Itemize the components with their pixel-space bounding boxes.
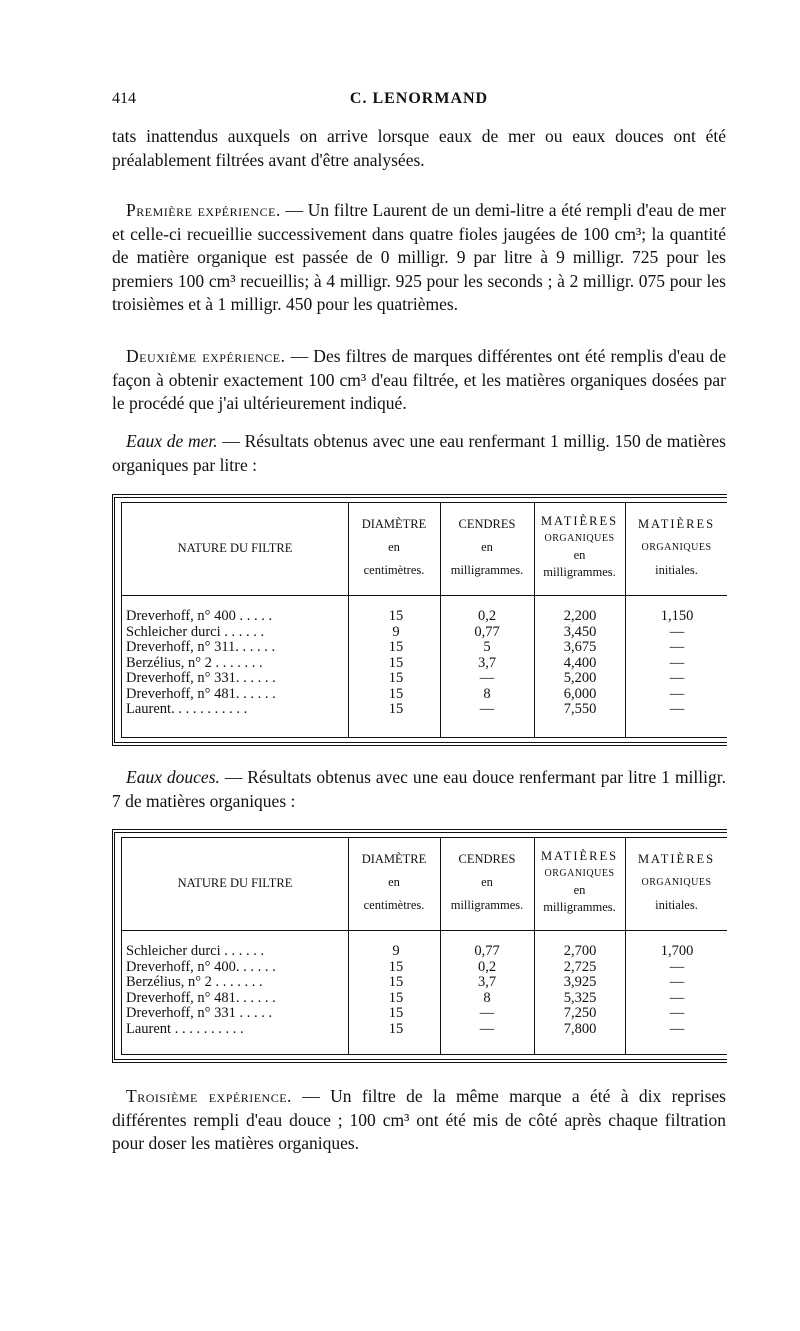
table-row	[122, 625, 728, 641]
cell-diametre: 15	[388, 958, 404, 975]
cell-diametre: 15	[388, 1005, 404, 1021]
cell-matieres: 7,550	[563, 701, 597, 717]
cell-cendres: 0,77	[474, 623, 500, 640]
experience-3-paragraph	[112, 1085, 726, 1156]
table-row	[122, 960, 728, 976]
cell-matieres-initiales: —	[669, 639, 685, 655]
cell-diametre: 15	[388, 974, 404, 990]
cell-matieres-initiales: —	[669, 958, 685, 975]
intro-paragraph: tats inattendus auxquels on arrive lorsque eaux de mer ou eaux douces ont été préalablement filtrées avant d'être analysées.	[112, 126, 726, 170]
cell-nature: Laurent. . . . . . . . . . .	[126, 702, 248, 717]
eaux-de-mer-label: Eaux de mer.	[126, 431, 218, 451]
header-matieres-en: en	[573, 548, 586, 562]
header-cendres-title: CENDRES	[458, 517, 516, 531]
header-cendres-en: en	[481, 540, 493, 554]
cell-matieres-initiales: —	[669, 654, 685, 671]
cell-cendres: —	[479, 701, 495, 717]
cell-matieres: 7,800	[563, 1020, 597, 1037]
page-number: 414	[112, 90, 136, 107]
header-cendres-unit: milligrammes.	[450, 898, 524, 912]
cell-nature: Dreverhoff, n° 311. . . . . .	[126, 640, 276, 655]
cell-cendres: 3,7	[477, 974, 497, 990]
cell-cendres: 5	[483, 639, 491, 655]
header-matieres-unit: milligrammes.	[543, 565, 616, 579]
cell-matieres-initiales: —	[669, 623, 685, 640]
eaux-de-mer-paragraph	[112, 430, 726, 477]
cell-nature: Schleicher durci . . . . . .	[126, 624, 265, 640]
header-matieres-initiales	[625, 848, 728, 917]
header-matieres-org: ORGANIQUES	[544, 533, 615, 544]
header-diametre-unit: centimètres.	[363, 898, 425, 912]
table-row	[122, 656, 728, 672]
cell-nature: Laurent . . . . . . . . . .	[126, 1021, 244, 1037]
header-diametre-en: en	[388, 540, 400, 554]
cell-matieres: 3,675	[563, 639, 597, 655]
table-row	[122, 702, 728, 718]
running-title: C. LENORMAND	[349, 90, 489, 107]
cell-matieres: 5,325	[563, 989, 597, 1006]
cell-cendres: 0,77	[474, 943, 500, 959]
header-matieres2-title: MATIÈRES	[637, 517, 716, 531]
table-row	[122, 991, 728, 1007]
header-cendres-title: CENDRES	[458, 852, 516, 866]
header-matieres-unit: milligrammes.	[543, 900, 616, 914]
cell-diametre: 9	[392, 943, 400, 959]
eaux-douces-paragraph	[112, 766, 726, 813]
cell-matieres: 6,000	[563, 685, 597, 702]
cell-matieres-initiales: —	[669, 701, 685, 717]
cell-matieres: 2,725	[563, 958, 597, 975]
experience-1-paragraph	[112, 199, 726, 317]
table-row	[122, 1022, 728, 1038]
table-row	[122, 687, 728, 703]
cell-matieres: 2,200	[563, 608, 597, 624]
header-matieres2-unit: initiales.	[655, 563, 698, 577]
experience-1-text: — Un filtre Laurent de un demi-litre a été rempli d'eau de mer et celle-ci recueillie successivement dans quatre fioles jaugées de 100 cm³; la quantité de matière organique est passée de 0 milligr. 9 par litre à 9 milligr. 725 pour les premiers 100 cm³ recueillis; à 4 milligr. 925 pour les seconds ; à 2 milligr. 075 pour les troisièmes et à 1 milligr. 450 pour les quatrièmes.	[112, 200, 726, 314]
cell-diametre: 15	[388, 1020, 404, 1037]
header-cendres	[440, 848, 534, 917]
cell-cendres: —	[479, 670, 495, 686]
header-nature: NATURE DU FILTRE	[177, 541, 293, 555]
cell-cendres: 8	[483, 685, 491, 702]
header-matieres-title: MATIÈRES	[540, 514, 619, 528]
table-eaux-douces	[112, 829, 727, 1063]
cell-matieres-initiales: 1,700	[660, 943, 694, 959]
eaux-douces-label: Eaux douces.	[126, 767, 220, 787]
cell-cendres: —	[479, 1020, 495, 1037]
cell-diametre: 15	[388, 685, 404, 702]
experience-2-paragraph	[112, 345, 726, 416]
table-row	[122, 975, 728, 991]
header-diametre-title: DIAMÈTRE	[361, 852, 427, 866]
cell-diametre: 15	[388, 989, 404, 1006]
header-diametre	[348, 848, 440, 917]
page-header	[112, 90, 726, 114]
cell-cendres: 8	[483, 989, 491, 1006]
cell-matieres-initiales: —	[669, 989, 685, 1006]
cell-matieres-initiales: —	[669, 670, 685, 686]
cell-cendres: 0,2	[477, 608, 497, 624]
cell-diametre: 15	[388, 701, 404, 717]
cell-matieres-initiales: —	[669, 1020, 685, 1037]
cell-matieres: 7,250	[563, 1005, 597, 1021]
header-matieres-title: MATIÈRES	[540, 849, 619, 863]
header-nature: NATURE DU FILTRE	[177, 876, 293, 890]
cell-diametre: 15	[388, 639, 404, 655]
header-matieres2-org: ORGANIQUES	[641, 542, 712, 553]
cell-nature: Berzélius, n° 2 . . . . . . .	[126, 975, 263, 990]
cell-matieres: 3,925	[563, 974, 597, 990]
cell-nature: Dreverhoff, n° 331 . . . . .	[126, 1006, 273, 1021]
cell-matieres-initiales: —	[669, 974, 685, 990]
experience-2-label: Deuxième expérience.	[126, 346, 286, 366]
cell-cendres: —	[479, 1005, 495, 1021]
table-row	[122, 1006, 728, 1022]
header-matieres2-title: MATIÈRES	[637, 852, 716, 866]
experience-1-label: Première expérience.	[126, 200, 281, 220]
cell-matieres: 4,400	[563, 654, 597, 671]
eaux-de-mer-text: — Résultats obtenus avec une eau renfermant 1 millig. 150 de matières organiques par litre :	[112, 431, 726, 475]
cell-matieres-initiales: —	[669, 1005, 685, 1021]
header-diametre-unit: centimètres.	[363, 563, 425, 577]
cell-diametre: 15	[388, 654, 404, 671]
header-matieres-org: ORGANIQUES	[544, 868, 615, 879]
table-row	[122, 671, 728, 687]
cell-matieres: 3,450	[563, 623, 597, 640]
cell-cendres: 0,2	[477, 958, 497, 975]
cell-matieres-initiales: 1,150	[660, 608, 694, 624]
table-row	[122, 609, 728, 625]
cell-nature: Dreverhoff, n° 400. . . . . .	[126, 959, 276, 975]
cell-diametre: 9	[392, 623, 400, 640]
header-matieres	[534, 513, 625, 581]
experience-3-text: — Un filtre de la même marque a été à dix reprises différentes rempli d'eau douce ; 100 cm³ ont été mis de côté après chaque filtration pour doser les matières organiques.	[112, 1086, 726, 1153]
cell-nature: Dreverhoff, n° 400 . . . . .	[126, 609, 273, 624]
eaux-douces-text: — Résultats obtenus avec une eau douce renfermant par litre 1 milligr. 7 de matières organiques :	[112, 767, 726, 811]
cell-nature: Dreverhoff, n° 331. . . . . .	[126, 671, 276, 686]
experience-3-label: Troisième expérience.	[126, 1086, 292, 1106]
cell-diametre: 15	[388, 608, 404, 624]
header-diametre-title: DIAMÈTRE	[361, 517, 427, 531]
header-cendres-unit: milligrammes.	[450, 563, 524, 577]
table-row	[122, 944, 728, 960]
cell-matieres: 2,700	[563, 943, 597, 959]
header-matieres	[534, 848, 625, 916]
cell-matieres: 5,200	[563, 670, 597, 686]
cell-matieres-initiales: —	[669, 685, 685, 702]
header-matieres-en: en	[573, 883, 586, 897]
cell-nature: Berzélius, n° 2 . . . . . . .	[126, 655, 263, 671]
cell-nature: Dreverhoff, n° 481. . . . . .	[126, 990, 276, 1006]
experience-2-text: — Des filtres de marques différentes ont été remplis d'eau de façon à obtenir exactement 100 cm³ d'eau filtrée, et les matières organiques dosées par le procédé que j'ai ultérieurement indiqué.	[112, 346, 726, 413]
cell-nature: Dreverhoff, n° 481. . . . . .	[126, 686, 276, 702]
cell-diametre: 15	[388, 670, 404, 686]
header-diametre	[348, 513, 440, 582]
header-cendres	[440, 513, 534, 582]
cell-cendres: 3,7	[477, 654, 497, 671]
header-matieres-initiales	[625, 513, 728, 582]
table-eaux-de-mer	[112, 494, 727, 746]
cell-nature: Schleicher durci . . . . . .	[126, 944, 265, 959]
header-cendres-en: en	[481, 875, 493, 889]
header-diametre-en: en	[388, 875, 400, 889]
header-matieres2-org: ORGANIQUES	[641, 877, 712, 888]
header-matieres2-unit: initiales.	[655, 898, 698, 912]
table-row	[122, 640, 728, 656]
